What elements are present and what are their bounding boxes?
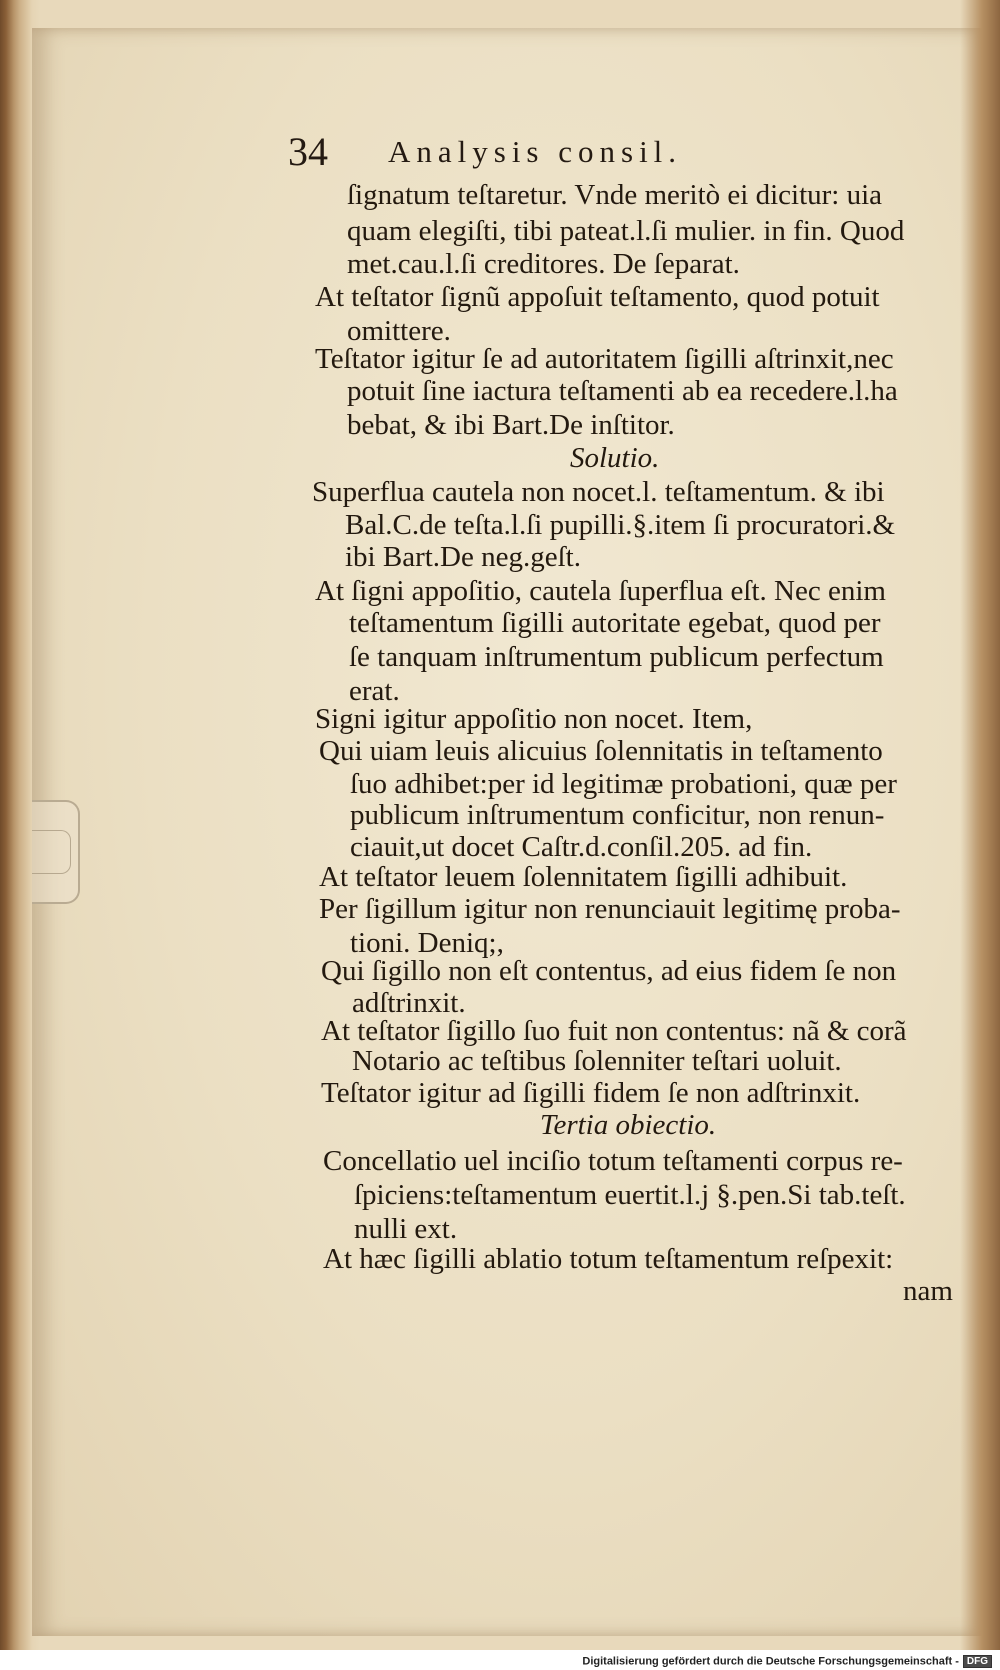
text-line: met.cau.l.ſi creditores. De ſeparat. [347,248,740,280]
text-line: adſtrinxit. [352,987,466,1019]
dfg-logo: DFG [963,1655,992,1668]
catchword: nam [903,1275,953,1307]
text-line: ſuo adhibet:per id legitimæ probationi, quæ per [350,768,897,800]
text-line: Notario ac teſtibus ſolenniter teſtari uoluit. [352,1045,842,1077]
text-line: At teſtator ſigillo ſuo fuit non contentus: nã & corã [321,1015,907,1047]
text-line: erat. [349,675,400,707]
text-line: Teſtator igitur ſe ad autoritatem ſigilli aſtrinxit,nec [315,343,894,375]
text-line: ſpiciens:teſtamentum euertit.l.j §.pen.Si tab.teſt. [354,1179,906,1211]
digitization-credit [582,1655,992,1668]
text-line: At teſtator ſignũ appoſuit teſtamento, quod potuit [315,281,880,313]
text-line: potuit ſine iactura teſtamenti ab ea recedere.l.ha [347,375,898,407]
text-line: nulli ext. [354,1213,458,1245]
text-line: Bal.C.de teſta.l.ſi pupilli.§.item ſi procuratori.& [345,509,896,541]
text-line: Concellatio uel inciſio totum teſtamenti corpus re- [323,1145,903,1177]
text-line: At hæc ſigilli ablatio totum teſtamentum reſpexit: [323,1243,894,1275]
text-line: tioni. Deniq;, [350,927,504,959]
text-line: publicum inſtrumentum conficitur, non renun- [350,799,885,831]
page-number: 34 [288,129,328,174]
text-line: bebat, & ibi Bart.De inſtitor. [347,409,675,441]
credit-text: Digitalisierung gefördert durch die Deutsche Forschungsgemeinschaft - [582,1655,959,1668]
text-line: Qui ſigillo non eſt contentus, ad eius fidem ſe non [321,955,897,987]
text-line: Per ſigillum igitur non renunciauit legitimę proba- [319,893,901,925]
text-line: At teſtator leuem ſolennitatem ſigilli adhibuit. [319,861,848,893]
text-line: At ſigni appoſitio, cautela ſuperflua eſt. Nec enim [315,575,886,607]
text-line: ibi Bart.De neg.geſt. [345,541,581,573]
page-clip [32,800,80,904]
running-title: Analysis consil. [388,134,683,169]
section-heading: Solutio. [570,442,660,474]
text-line: ſignatum teſtaretur. Vnde meritò ei dicitur: uia [347,179,883,211]
text-line: ſe tanquam inſtrumentum publicum perfectum [349,641,884,673]
section-heading: Tertia obiectio. [540,1109,717,1141]
text-line: Qui uiam leuis alicuius ſolennitatis in teſtamento [319,735,883,767]
text-line: quam elegiſti, tibi pateat.l.ſi mulier. in fin. Quod [347,215,905,247]
text-line: ciauit,ut docet Caſtr.d.conſil.205. ad fin. [350,831,813,863]
text-line: teſtamentum ſigilli autoritate egebat, quod per [349,607,881,639]
text-line: omittere. [347,315,451,347]
page-header [288,128,848,178]
text-line: Signi igitur appoſitio non nocet. Item, [315,703,753,735]
text-line: Teſtator igitur ad ſigilli fidem ſe non adſtrinxit. [321,1077,861,1109]
text-line: Superflua cautela non nocet.l. teſtamentum. & ibi [312,476,885,508]
